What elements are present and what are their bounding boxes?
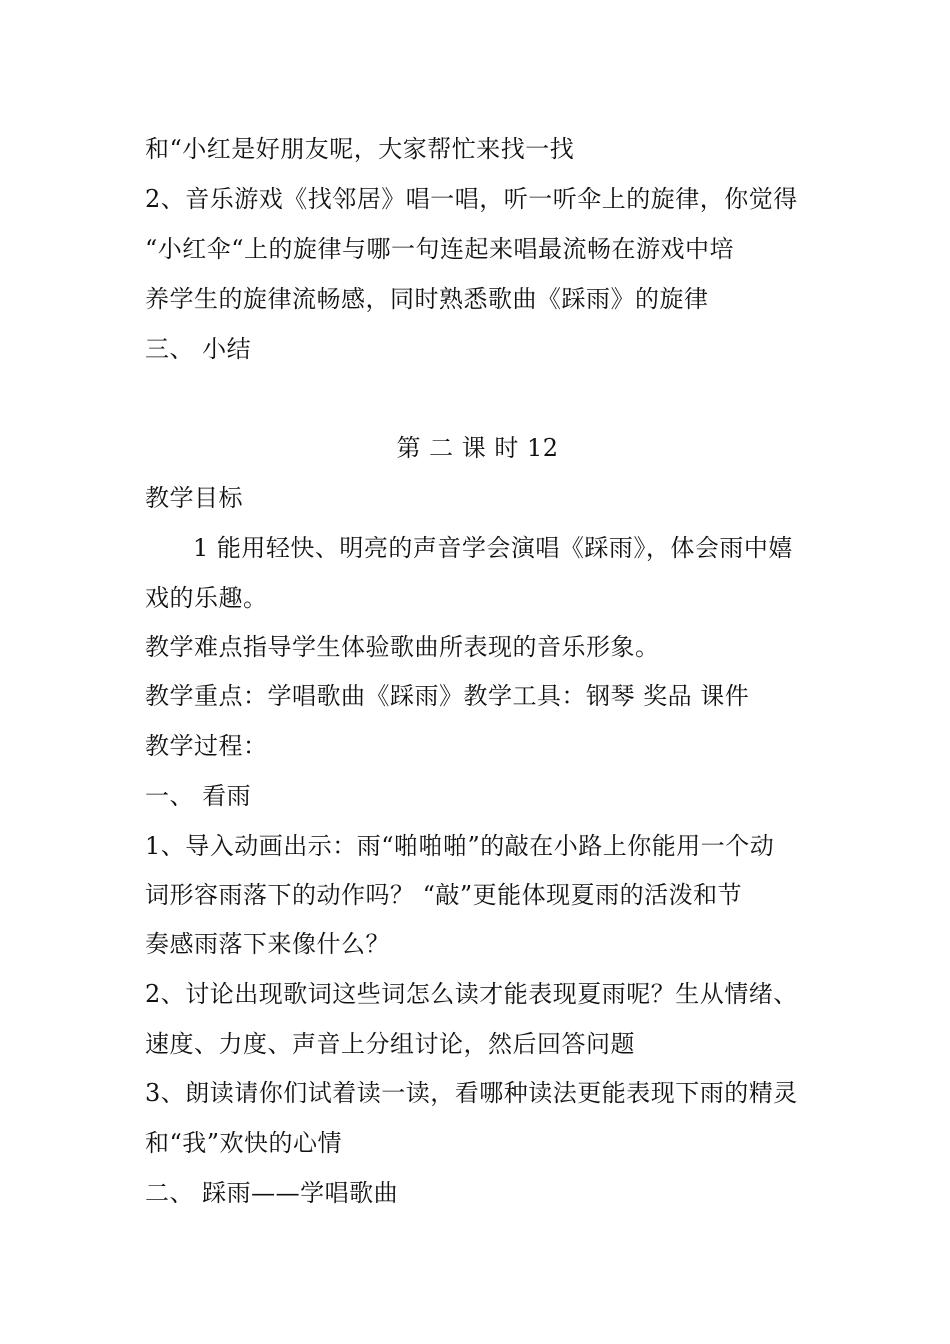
paragraph-line: 3、朗读请你们试着读一读，看哪种读法更能表现下雨的精灵 [145, 1079, 798, 1107]
paragraph-line: 1、导入动画出示：雨“啪啪啪”的敲在小路上你能用一个动 [145, 832, 775, 860]
paragraph-line: 教学重点：学唱歌曲《踩雨》教学工具：钢琴 奖品 课件 [145, 682, 750, 710]
paragraph-line: 戏的乐趣。 [145, 584, 268, 612]
paragraph-line: 和“我”欢快的心情 [145, 1129, 343, 1157]
paragraph-line: 2、讨论出现歌词这些词怎么读才能表现夏雨呢？生从情绪、 [145, 980, 798, 1008]
section-heading: 二、 踩雨——学唱歌曲 [145, 1179, 399, 1207]
paragraph-line: 养学生的旋律流畅感，同时熟悉歌曲《踩雨》的旋律 [145, 285, 709, 313]
section-heading: 三、 小结 [145, 335, 252, 363]
section-heading: 一、 看雨 [145, 782, 252, 810]
paragraph-line: 词形容雨落下的动作吗？ “敲”更能体现夏雨的活泼和节 [145, 881, 743, 909]
paragraph-line: 2、音乐游戏《找邻居》唱一唱，听一听伞上的旋律，你觉得 [145, 185, 798, 213]
paragraph-line: 教学难点指导学生体验歌曲所表现的音乐形象。 [145, 633, 660, 661]
paragraph-line: 速度、力度、声音上分组讨论，然后回答问题 [145, 1030, 635, 1058]
lesson-title: 第 二 课 时 12 [396, 434, 559, 462]
paragraph-line: 和“小红是好朋友呢，大家帮忙来找一找 [145, 135, 575, 163]
paragraph-line: 1 能用轻快、明亮的声音学会演唱《踩雨》，体会雨中嬉 [193, 534, 793, 562]
section-heading: 教学目标 [145, 484, 243, 512]
paragraph-line: “小红伞“上的旋律与哪一句连起来唱最流畅在游戏中培 [145, 235, 735, 263]
section-heading: 教学过程： [145, 732, 268, 760]
paragraph-line: 奏感雨落下来像什么？ [145, 930, 390, 958]
